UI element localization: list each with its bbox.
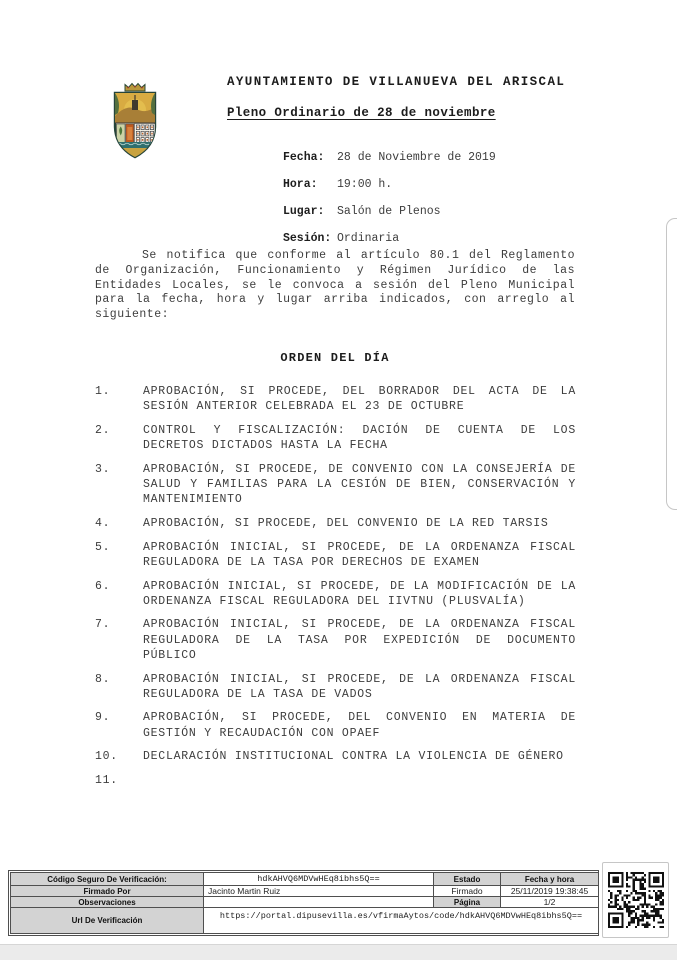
detail-row-hora: [283, 171, 496, 198]
pagina-value: 1/2: [501, 897, 599, 908]
observaciones-label: Observaciones: [11, 897, 204, 908]
agenda-item-text: APROBACIÓN, SI PROCEDE, DEL BORRADOR DEL ACTA DE LA SESIÓN ANTERIOR CELEBRADA EL 23 DE OCTUBRE: [143, 385, 576, 414]
agenda-item-text: APROBACIÓN INICIAL, SI PROCEDE, DE LA ORDENANZA FISCAL REGULADORA DE LA TASA POR DERECHOS DE EXAMEN: [143, 540, 576, 569]
agenda-item-number: 1.: [95, 385, 111, 398]
agenda-item: [95, 516, 576, 531]
url-value: https://portal.dipusevilla.es/vfirmaAytos/code/hdkAHVQ6MDVwHEq8ibhs5Q==: [204, 908, 599, 934]
verification-table: [8, 870, 599, 936]
agenda-item-number: 8.: [95, 672, 111, 686]
agenda-item-number: 11.: [95, 774, 118, 788]
url-label: Url De Verificación: [11, 908, 204, 934]
agenda-item-number: 7.: [95, 618, 111, 632]
session-details: [283, 144, 496, 252]
estado-label: Estado: [434, 873, 501, 886]
agenda-item-number: 5.: [95, 540, 111, 554]
agenda-item: [95, 773, 576, 788]
agenda-item-number: 10.: [95, 750, 118, 764]
detail-label-fecha: Fecha:: [283, 151, 325, 164]
agenda-item: [95, 617, 576, 663]
agenda-item: [95, 384, 576, 414]
agenda-item-text: [143, 773, 576, 788]
agenda-item-text: DECLARACIÓN INSTITUCIONAL CONTRA LA VIOLENCIA DE GÉNERO: [143, 750, 564, 764]
scroll-indicator[interactable]: [666, 218, 677, 510]
detail-label-hora: Hora:: [283, 178, 318, 191]
agenda-item: [95, 540, 576, 570]
firmado-por-value: Jacinto Martin Ruiz: [204, 886, 434, 897]
detail-value-lugar: Salón de Plenos: [337, 205, 441, 218]
agenda-item-text: APROBACIÓN INICIAL, SI PROCEDE, DE LA ORDENANZA FISCAL REGULADORA DE LA TASA DE VADOS: [143, 672, 576, 701]
fecha-hora-label: Fecha y hora: [501, 873, 599, 886]
agenda-item-text: APROBACIÓN, SI PROCEDE, DE CONVENIO CON LA CONSEJERÍA DE SALUD Y FAMILIAS PARA LA CESIÓN DE BIEN, CONSERVACIÓN Y MANTENIMIENTO: [143, 462, 576, 507]
qr-code: [608, 872, 664, 928]
agenda-item: [95, 749, 576, 764]
detail-row-lugar: [283, 198, 496, 225]
detail-row-fecha: [283, 144, 496, 171]
estado-value: Firmado: [434, 886, 501, 897]
pagina-label: Página: [434, 897, 501, 908]
agenda-item-number: 9.: [95, 711, 111, 725]
municipality-title: AYUNTAMIENTO DE VILLANUEVA DEL ARISCAL: [227, 75, 566, 89]
agenda-list: [95, 384, 576, 797]
detail-value-hora: 19:00 h.: [337, 178, 393, 191]
detail-value-sesion: Ordinaria: [337, 232, 400, 245]
agenda-item-text: APROBACIÓN INICIAL, SI PROCEDE, DE LA MODIFICACIÓN DE LA ORDENANZA FISCAL REGULADORA DEL IIVTNU (PLUSVALÍA): [143, 579, 576, 608]
notice-paragraph: Se notifica que conforme al artículo 80.1 del Reglamento de Organización, Funcionamiento y Régimen Jurídico de las Entidades Locales, se le convoca a sesión del Pleno Municipal para la fecha, hora y lugar arriba indicados, con arreglo al siguiente:: [95, 249, 575, 322]
agenda-item: [95, 423, 576, 453]
agenda-item-number: 3.: [95, 462, 111, 476]
agenda-item-number: 4.: [95, 516, 111, 530]
agenda-item-number: 6.: [95, 579, 111, 593]
agenda-item-number: 2.: [95, 423, 111, 437]
agenda-item: [95, 672, 576, 702]
fecha-hora-value: 25/11/2019 19:38:45: [501, 886, 599, 897]
agenda-item-text: APROBACIÓN, SI PROCEDE, DEL CONVENIO EN MATERIA DE GESTIÓN Y RECAUDACIÓN CON OPAEF: [143, 711, 576, 740]
observaciones-value: [204, 897, 434, 908]
detail-value-fecha: 28 de Noviembre de 2019: [337, 151, 496, 164]
session-title: Pleno Ordinario de 28 de noviembre: [227, 106, 496, 120]
firmado-por-label: Firmado Por: [11, 886, 204, 897]
agenda-title: ORDEN DEL DÍA: [280, 351, 390, 365]
agenda-item: [95, 462, 576, 508]
agenda-item-text: APROBACIÓN INICIAL, SI PROCEDE, DE LA ORDENANZA FISCAL REGULADORA DE LA TASA POR EXPEDICIÓN DE DOCUMENTO PÚBLICO: [143, 618, 576, 662]
agenda-item-text: APROBACIÓN, SI PROCEDE, DEL CONVENIO DE LA RED TARSIS: [143, 516, 549, 530]
csv-value: hdkAHVQ6MDVwHEq8ibhs5Q==: [204, 873, 434, 886]
agenda-item-text: CONTROL Y FISCALIZACIÓN: DACIÓN DE CUENTA DE LOS DECRETOS DICTADOS HASTA LA FECHA: [143, 423, 576, 453]
viewer-bottom-band: [0, 944, 677, 960]
detail-row-sesion: [283, 225, 496, 252]
agenda-item: [95, 710, 576, 740]
agenda-item: [95, 579, 576, 609]
csv-label: Código Seguro De Verificación:: [11, 873, 204, 886]
coat-of-arms-icon: [108, 80, 162, 164]
detail-label-sesion: Sesión:: [283, 232, 332, 245]
detail-label-lugar: Lugar:: [283, 205, 325, 218]
qr-box: [602, 862, 669, 938]
